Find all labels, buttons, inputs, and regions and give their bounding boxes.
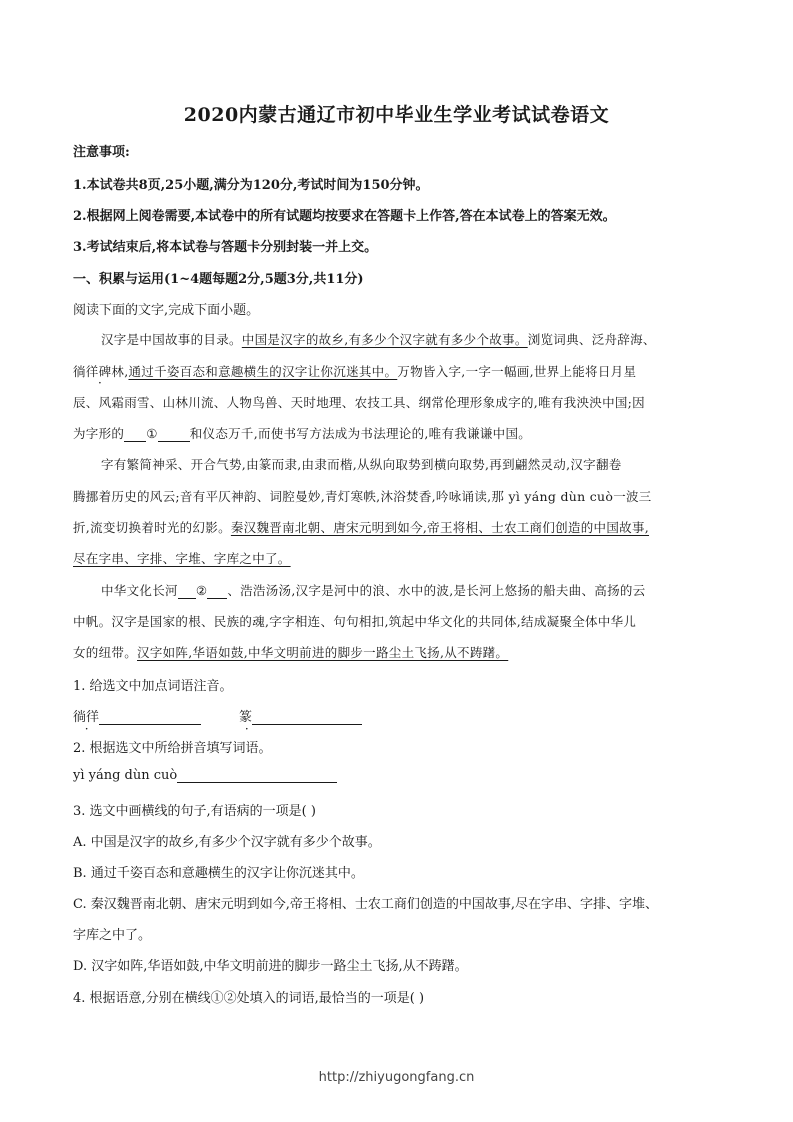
passage-p2-line1: 字有繁简神采、开合气势,由篆而隶,由隶而楷,从纵向取势到横向取势,再到翩然灵动,汉字翻卷	[101, 457, 622, 472]
notice-item-1: 1.本试卷共8页,25小题,满分为120分,考试时间为150分钟。	[73, 178, 429, 193]
passage-text: 女的纽带。	[73, 645, 138, 660]
passage-p3-line3	[73, 643, 508, 661]
section-heading: 一、积累与运用(1~4题每题2分,5题3分,共11分)	[73, 272, 364, 287]
underlined-sentence: 通过千姿百态和意趣横生的汉字让你沉迷其中。	[128, 364, 398, 379]
question-3-option-d[interactable]: D. 汉字如阵,华语如鼓,中华文明前进的脚步一路尘土飞扬,从不踌躇。	[73, 959, 468, 974]
passage-p2-line2: 腾挪着历史的风云;音有平仄神韵、词腔曼妙,青灯寒帙,沐浴焚香,吟咏诵读,那 yì yáng dùn cuò一波三	[73, 489, 652, 504]
passage-text: 万物皆入字,一字一幅画,世界上能将日月星	[397, 364, 637, 379]
passage-p1-line4	[73, 424, 531, 442]
footer-url[interactable]: http://zhiyugongfang.cn	[318, 1070, 475, 1085]
question-1-prompt: 1. 给选文中加点词语注音。	[73, 679, 233, 694]
page-title: 2020内蒙古通辽市初中毕业生学业考试试卷语文	[183, 104, 610, 126]
passage-p2-line4: 尽在字串、字排、字堆、字库之中了。	[73, 551, 291, 566]
passage-p3-line1	[101, 581, 645, 599]
underlined-sentence: 中国是汉字的故乡,有多少个汉字就有多少个故事。	[241, 332, 528, 347]
answer-blank-1[interactable]	[99, 711, 201, 725]
passage-text: 浏览词典、泛舟辞海、	[527, 332, 656, 347]
fill-blank	[207, 585, 227, 599]
question-3-option-b[interactable]: B. 通过千姿百态和意趣横生的汉字让你沉迷其中。	[73, 866, 364, 881]
fill-blank	[158, 428, 190, 442]
notice-heading: 注意事项:	[73, 145, 130, 160]
passage-text: 汉字是中国故事的目录。	[101, 332, 242, 347]
passage-text: 中华文化长河	[101, 583, 178, 598]
question-3-option-a[interactable]: A. 中国是汉字的故乡,有多少个汉字就有多少个故事。	[73, 835, 381, 850]
pinyin-text: yì yáng dùn cuò	[73, 768, 178, 783]
notice-item-3: 3.考试结束后,将本试卷与答题卡分别封装一并上交。	[73, 240, 378, 255]
dotted-word: 徜徉碑林, ·	[73, 364, 128, 379]
passage-p3-line2: 中帆。汉字是国家的根、民族的魂,字字相连、句句相扣,筑起中华文化的共同体,结成凝聚全体中华儿	[73, 614, 637, 629]
notice-item-2: 2.根据网上阅卷需要,本试卷中的所有试题均按要求在答题卡上作答,答在本试卷上的答案无效。	[73, 209, 616, 224]
question-2-answer	[73, 768, 337, 783]
answer-blank-2[interactable]	[252, 711, 362, 725]
passage-p1-line2	[73, 362, 636, 380]
underlined-sentence: 汉字如阵,华语如鼓,中华文明前进的脚步一路尘土飞扬,从不踌躇。	[137, 645, 509, 660]
dotted-word: 徜徉	[73, 710, 100, 725]
passage-p1-line3: 辰、风霜雨雪、山林川流、人物鸟兽、天时地理、农技工具、纲常伦理形象成字的,唯有我泱泱中国;因	[73, 395, 645, 410]
fill-blank	[124, 428, 146, 442]
passage-text: 为字形的	[73, 426, 125, 441]
passage-p2-line3	[73, 518, 649, 536]
question-3-prompt: 3. 选文中画横线的句子,有语病的一项是( )	[73, 804, 316, 819]
question-4-prompt: 4. 根据语意,分别在横线①②处填入的词语,最恰当的一项是( )	[73, 991, 425, 1006]
fill-blank	[178, 585, 196, 599]
question-3-option-c-cont: 字库之中了。	[73, 928, 152, 943]
passage-text: 折,流变切换着时光的幻影。	[73, 520, 231, 535]
blank-marker: ②	[195, 583, 208, 598]
question-1-answers	[73, 706, 362, 725]
question-3-option-c[interactable]: C. 秦汉魏晋南北朝、唐宋元明到如今,帝王将相、士农工商们创造的中国故事,尽在字串、字排、字堆、	[73, 897, 659, 912]
underlined-sentence: 秦汉魏晋南北朝、唐宋元明到如今,帝王将相、士农工商们创造的中国故事,	[230, 520, 650, 535]
passage-p1-line1	[101, 330, 656, 348]
passage-text: 、浩浩汤汤,汉字是河中的浪、水中的波,是长河上悠扬的船夫曲、高扬的云	[227, 583, 646, 598]
answer-blank-3[interactable]	[177, 769, 337, 783]
question-2-prompt: 2. 根据选文中所给拼音填写词语。	[73, 741, 272, 756]
blank-marker: ①	[146, 426, 158, 441]
passage-text: 和仪态万千,而使书写方法成为书法理论的,唯有我谦谦中国。	[189, 426, 532, 441]
reading-instruction: 阅读下面的文字,完成下面小题。	[73, 303, 260, 318]
dotted-word: 篆	[239, 710, 253, 725]
